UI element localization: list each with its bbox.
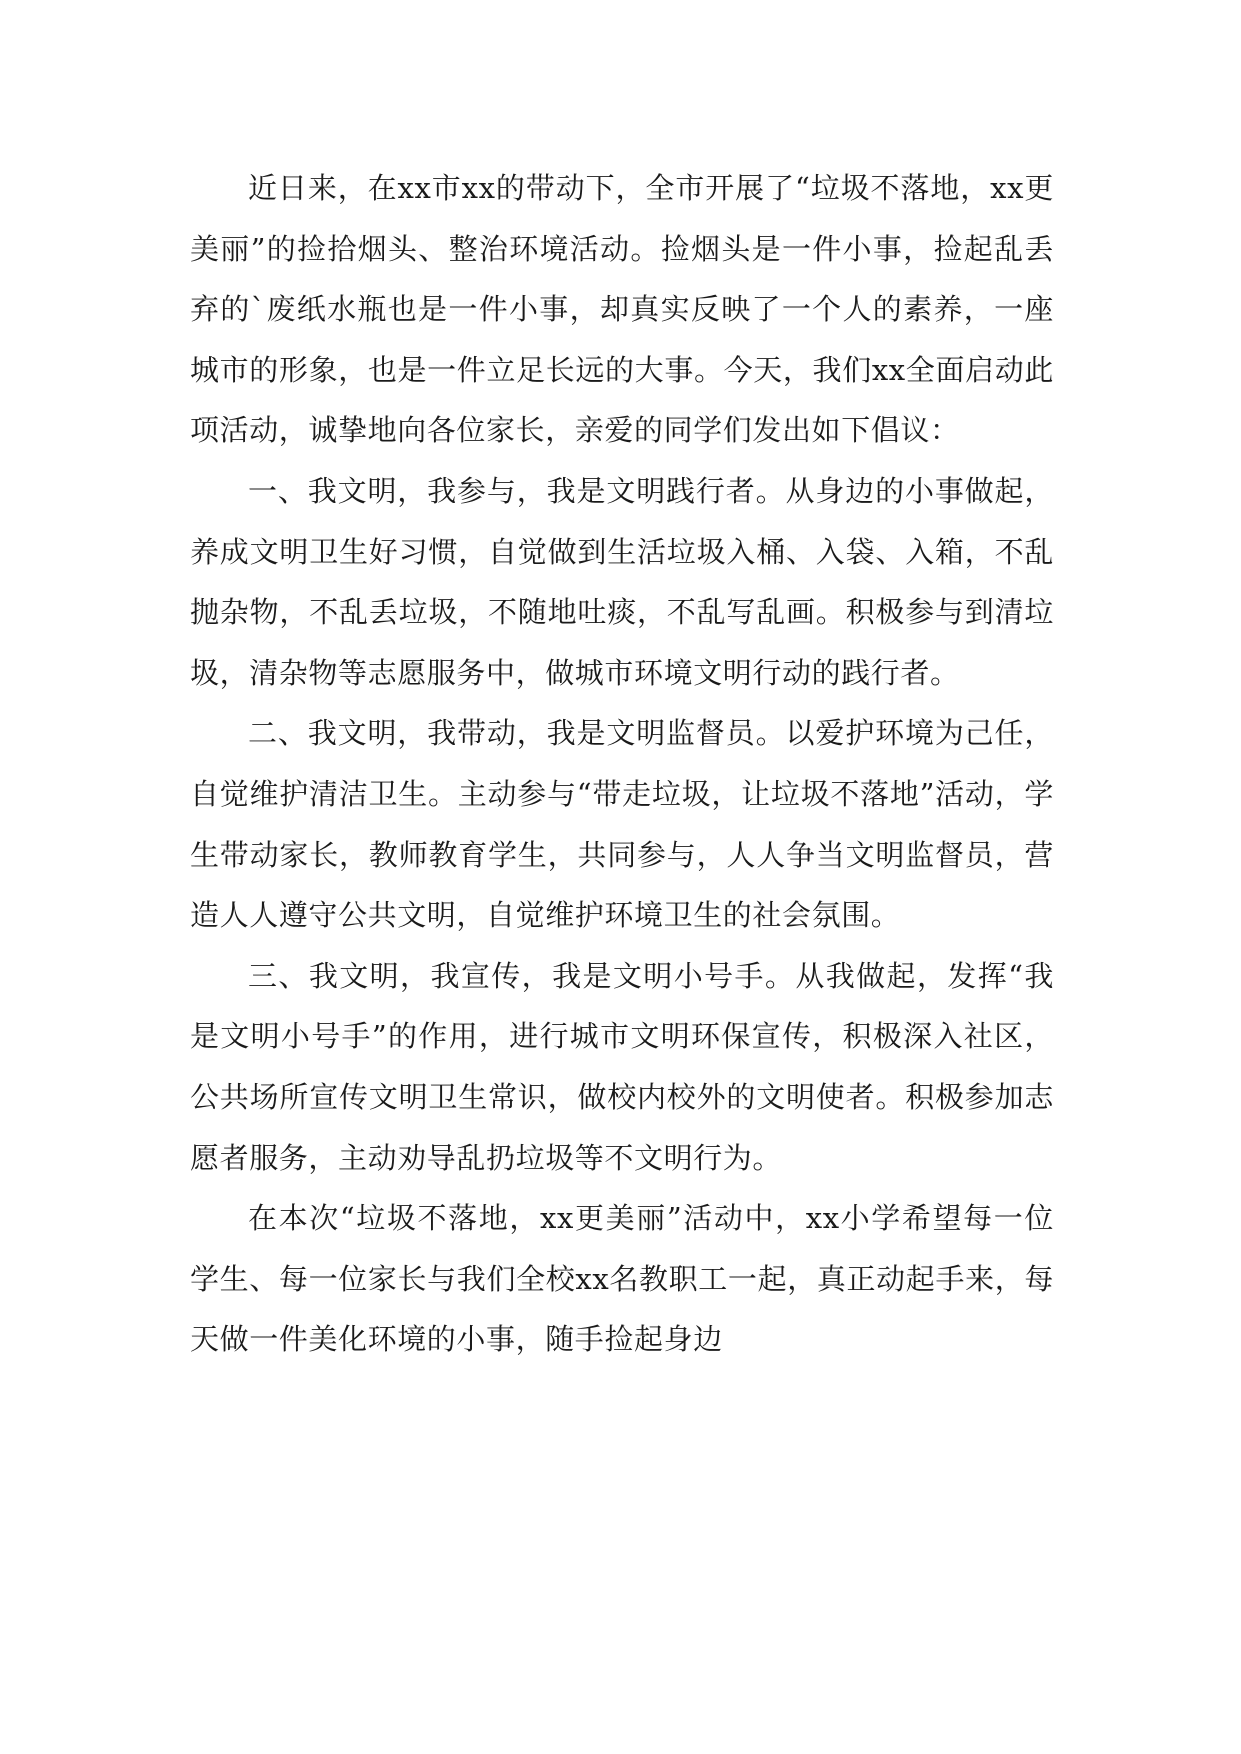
paragraph-closing: 在本次“垃圾不落地，xx更美丽”活动中，xx小学希望每一位学生、每一位家长与我们全校xx名教职工一起，真正动起手来，每天做一件美化环境的小事，随手捡起身边 [190, 1201, 1054, 1357]
paragraph-proposal-two: 二、我文明，我带动，我是文明监督员。以爱护环境为己任，自觉维护清洁卫生。主动参与“带走垃圾，让垃圾不落地”活动，学生带动家长，教师教育学生，共同参与，人人争当文明监督员，营造人人遵守公共文明，自觉维护环境卫生的社会氛围。 [190, 716, 1054, 933]
paragraph-proposal-three: 三、我文明，我宣传，我是文明小号手。从我做起，发挥“我是文明小号手”的作用，进行城市文明环保宣传，积极深入社区，公共场所宣传文明卫生常识，做校内校外的文明使者。积极参加志愿者服务，主动劝导乱扔垃圾等不文明行为。 [190, 958, 1054, 1175]
paragraph-proposal-one: 一、我文明，我参与，我是文明践行者。从身边的小事做起，养成文明卫生好习惯，自觉做到生活垃圾入桶、入袋、入箱，不乱抛杂物，不乱丢垃圾，不随地吐痰，不乱写乱画。积极参与到清垃圾，清杂物等志愿服务中，做城市环境文明行动的践行者。 [190, 473, 1054, 690]
paragraph-intro: 近日来，在xx市xx的带动下，全市开展了“垃圾不落地，xx更美丽”的捡拾烟头、整治环境活动。捡烟头是一件小事，捡起乱丢弃的`废纸水瓶也是一件小事，却真实反映了一个人的素养，一座城市的形象，也是一件立足长远的大事。今天，我们xx全面启动此项活动，诚挚地向各位家长，亲爱的同学们发出如下倡议： [190, 171, 1054, 448]
document-body [190, 158, 1054, 1370]
